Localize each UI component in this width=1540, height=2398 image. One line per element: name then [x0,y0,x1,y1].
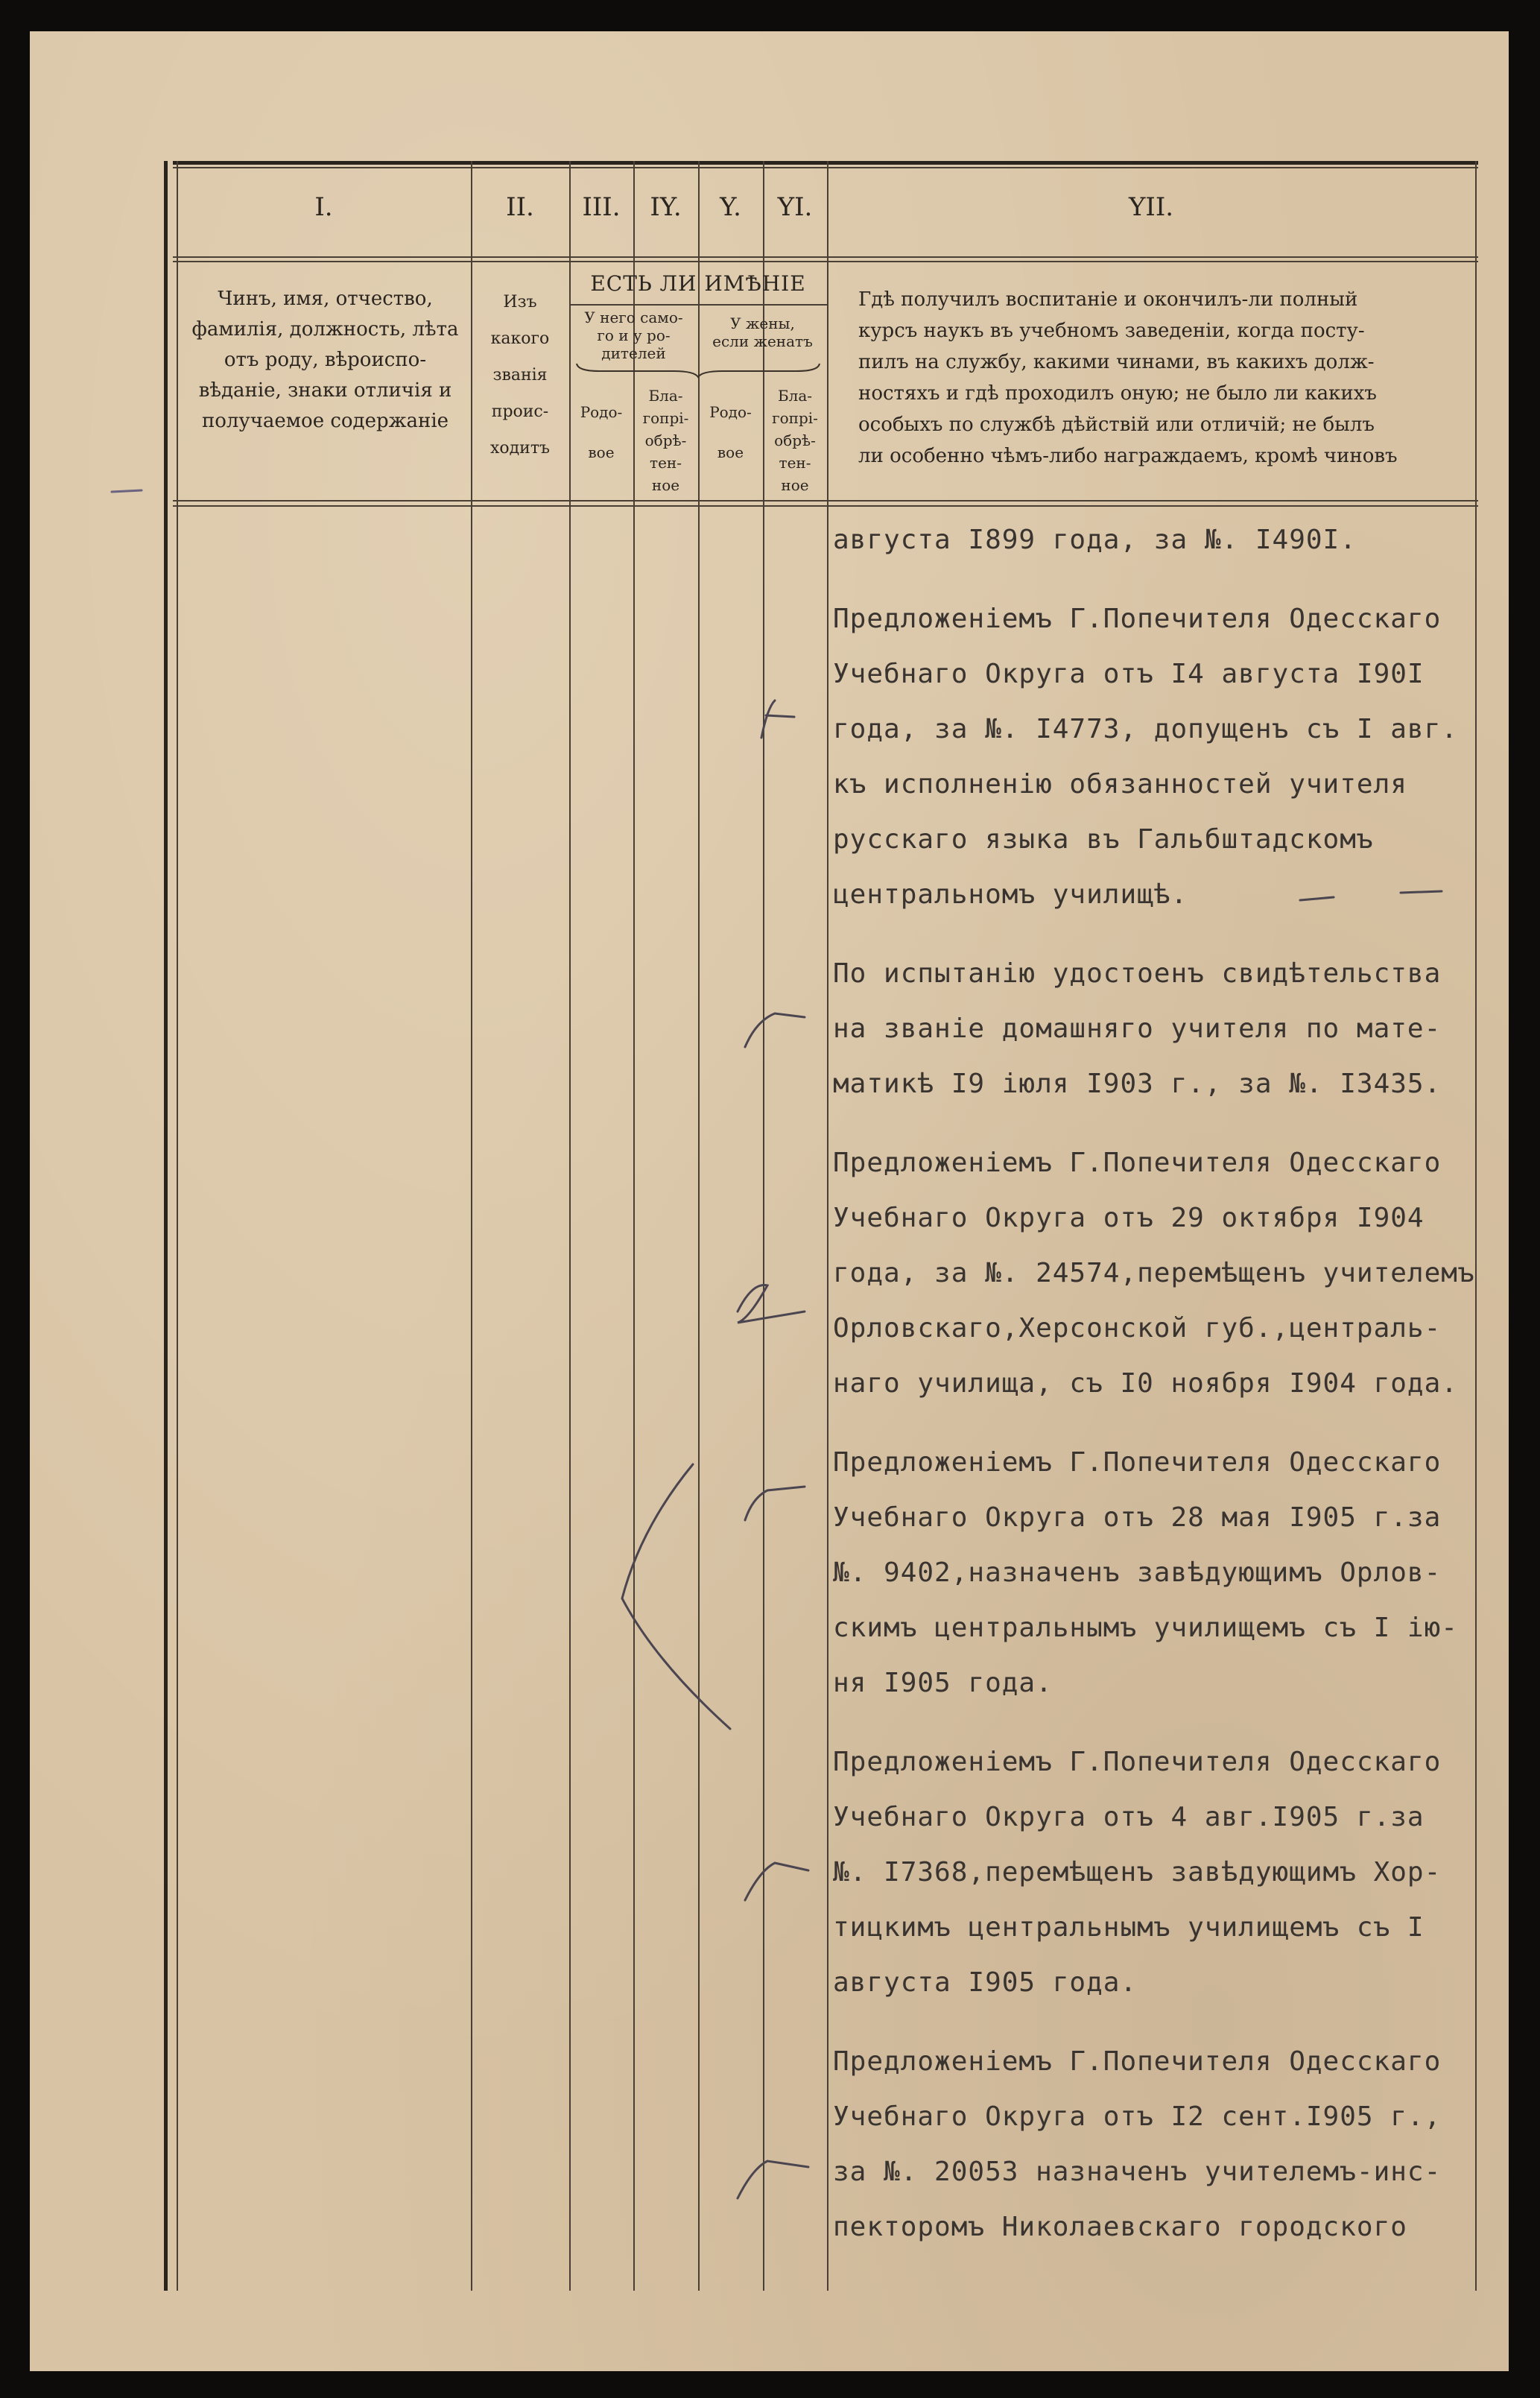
entry-5: Предложеніемъ Г.Попечителя Одесскаго Учебнаго Округа отъ 28 мая I905 г.за №. 9402,назначенъ завѣдующимъ Орлов- скимъ центральнымъ училищемъ съ I ію- ня I905 года. [833,1447,1458,1698]
col7-header: Гдѣ получилъ воспитаніе и окончилъ-ли полный курсъ наукъ въ учебномъ заведеніи, когда посту- пилъ на службу, какими чинами, въ какихъ долж- ностяхъ и гдѣ проходилъ оную; не было ли какихъ особыхъ по службѣ дѣйствій или отличій; не былъ ли особенно чѣмъ-либо награждаемъ, кромѣ чиновъ [858,288,1398,467]
col-number-2: II. [506,192,534,222]
left-border [164,161,168,2291]
entry-6: Предложеніемъ Г.Попечителя Одесскаго Учебнаго Округа отъ 4 авг.I905 г.за №. I7368,перемѣщенъ завѣдующимъ Хор- тицкимъ центральнымъ училищемъ съ I августа I905 года. [833,1747,1442,1998]
col-number-1: I. [314,192,333,222]
entry-2: Предложеніемъ Г.Попечителя Одесскаго Учебнаго Округа отъ I4 августа I90I года, за №. I4773, допущенъ съ I авг. къ исполненію обязанностей учителя русскаго языка въ Гальбштадскомъ центральномъ училищѣ. [833,604,1458,910]
own-rodovoe-header: Родо- вое [580,403,623,461]
own-parents-header: У него само- го и у ро- дителей [584,309,683,362]
top-border-inner [173,167,1478,168]
top-border [173,161,1478,165]
header-bottom-rule [173,500,1478,502]
col-divider-2 [569,161,571,2291]
col-number-7: YII. [1128,192,1174,222]
left-border-inner [177,161,178,2291]
entry-1: августа I899 года, за №. I490I. [833,525,1357,555]
estate-title-rule [569,304,827,306]
service-entries [833,513,1489,2279]
numeral-row-rule-inner [173,261,1478,262]
own-blagopr-header: Бла- гопрі- обрѣ- тен- ное [642,387,689,494]
estate-title: ЕСТЬ ЛИ ИМѢНІЕ [590,271,806,296]
col-number-6: YI. [777,192,813,222]
col-number-3: III. [582,192,621,222]
col-divider-1 [471,161,472,2291]
col-number-4: IY. [650,192,682,222]
wife-rodovoe-header: Родо- вое [709,403,752,461]
wife-header: У жены, если женатъ [712,314,813,350]
col-number-5: Y. [720,192,741,222]
entry-7: Предложеніемъ Г.Попечителя Одесскаго Учебнаго Округа отъ I2 сент.I905 г., за №. 20053 назначенъ учителемъ-инс- пекторомъ Николаевскаго городского [833,2046,1442,2242]
col-divider-4 [698,161,700,2291]
entry-4: Предложеніемъ Г.Попечителя Одесскаго Учебнаго Округа отъ 29 октября I904 года, за №. 24574,перемѣщенъ учителемъ Орловскаго,Херсонской губ.,централь- наго училища, съ I0 ноября I904 года. [833,1148,1475,1399]
wife-blagopr-header: Бла- гопрі- обрѣ- тен- ное [772,387,818,494]
col2-header: Изъ какого званія проис- ходитъ [489,293,551,458]
col-divider-6 [827,161,828,2291]
header-braces [569,361,827,379]
header-bottom-rule-inner [173,505,1478,507]
numeral-row-rule [173,256,1478,258]
entry-3: По испытанію удостоенъ свидѣтельства на званіе домашняго учителя по мате- матикѣ I9 іюля I903 г., за №. I3435. [833,958,1442,1099]
col1-header: Чинъ, имя, отчество, фамилія, должность, лѣта отъ роду, вѣроиспо- вѣданіе, знаки отличія и получаемое содержаніе [191,288,459,432]
